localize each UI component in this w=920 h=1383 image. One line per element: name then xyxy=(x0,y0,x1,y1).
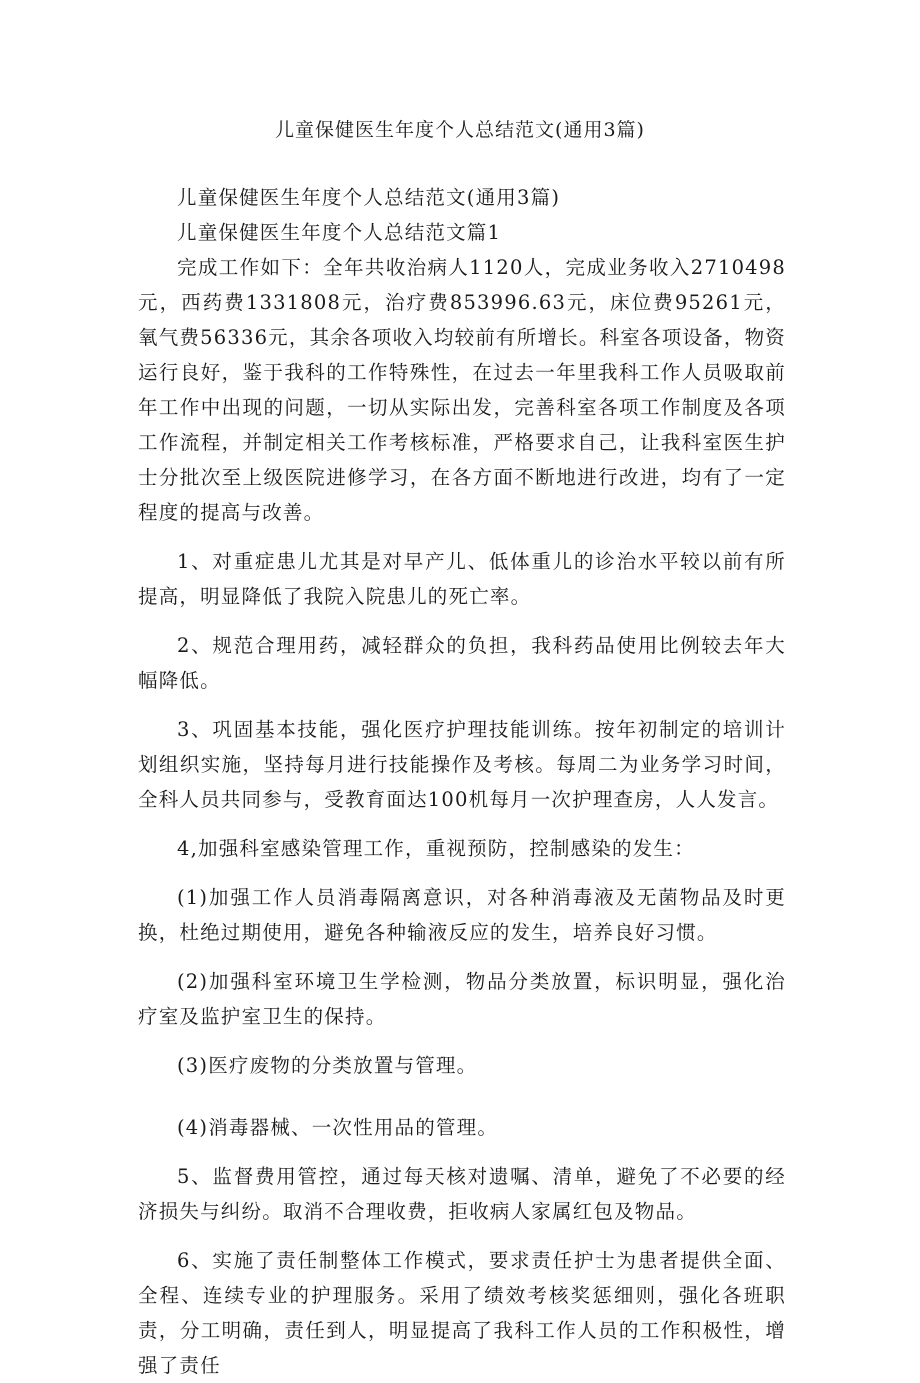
paragraph-item-1: 1、对重症患儿尤其是对早产儿、低体重儿的诊治水平较以前有所提高，明显降低了我院入院患儿的死亡率。 xyxy=(138,550,786,608)
paragraph-item-4-2: (2)加强科室环境卫生学检测，物品分类放置，标识明显，强化治疗室及监护室卫生的保持。 xyxy=(138,970,786,1028)
paragraph-summary: 完成工作如下：全年共收治病人1120人，完成业务收入2710498元，西药费1331808元，治疗费853996.63元，床位费95261元，氧气费56336元，其余各项收入均较前有所增长。科室各项设备，物资运行良好，鉴于我科的工作特殊性，在过去一年里我科工作人员吸取前年工作中出现的问题，一切从实际出发，完善科室各项工作制度及各项工作流程，并制定相关工作考核标准，严格要求自己，让我科室医生护士分批次至上级医院进修学习，在各方面不断地进行改进，均有了一定程度的提高与改善。 xyxy=(138,256,786,524)
document-title: 儿童保健医生年度个人总结范文(通用3篇) xyxy=(275,119,645,141)
paragraph-item-6: 6、实施了责任制整体工作模式，要求责任护士为患者提供全面、全程、连续专业的护理服务。采用了绩效考核奖惩细则，强化各班职责，分工明确，责任到人，明显提高了我科工作人员的工作积极性，增强了责任 xyxy=(138,1249,786,1377)
paragraph-item-4-3: (3)医疗废物的分类放置与管理。 xyxy=(177,1054,478,1077)
paragraph-item-5: 5、监督费用管控，通过每天核对遗嘱、清单，避免了不必要的经济损失与纠纷。取消不合理收费，拒收病人家属红包及物品。 xyxy=(138,1165,786,1223)
document-body xyxy=(138,180,786,1383)
paragraph-item-4-4: (4)消毒器械、一次性用品的管理。 xyxy=(177,1116,499,1139)
section-heading: 儿童保健医生年度个人总结范文篇1 xyxy=(177,221,502,244)
paragraph-item-2: 2、规范合理用药，减轻群众的负担，我科药品使用比例较去年大幅降低。 xyxy=(138,634,786,692)
document-subtitle: 儿童保健医生年度个人总结范文(通用3篇) xyxy=(177,186,561,209)
paragraph-item-4: 4,加强科室感染管理工作，重视预防，控制感染的发生： xyxy=(177,837,695,860)
paragraph-item-3: 3、巩固基本技能，强化医疗护理技能训练。按年初制定的培训计划组织实施，坚持每月进行技能操作及考核。每周二为业务学习时间，全科人员共同参与，受教育面达100机每月一次护理查房，人人发言。 xyxy=(138,718,786,811)
paragraph-item-4-1: (1)加强工作人员消毒隔离意识，对各种消毒液及无菌物品及时更换，杜绝过期使用，避免各种输液反应的发生，培养良好习惯。 xyxy=(138,886,786,944)
